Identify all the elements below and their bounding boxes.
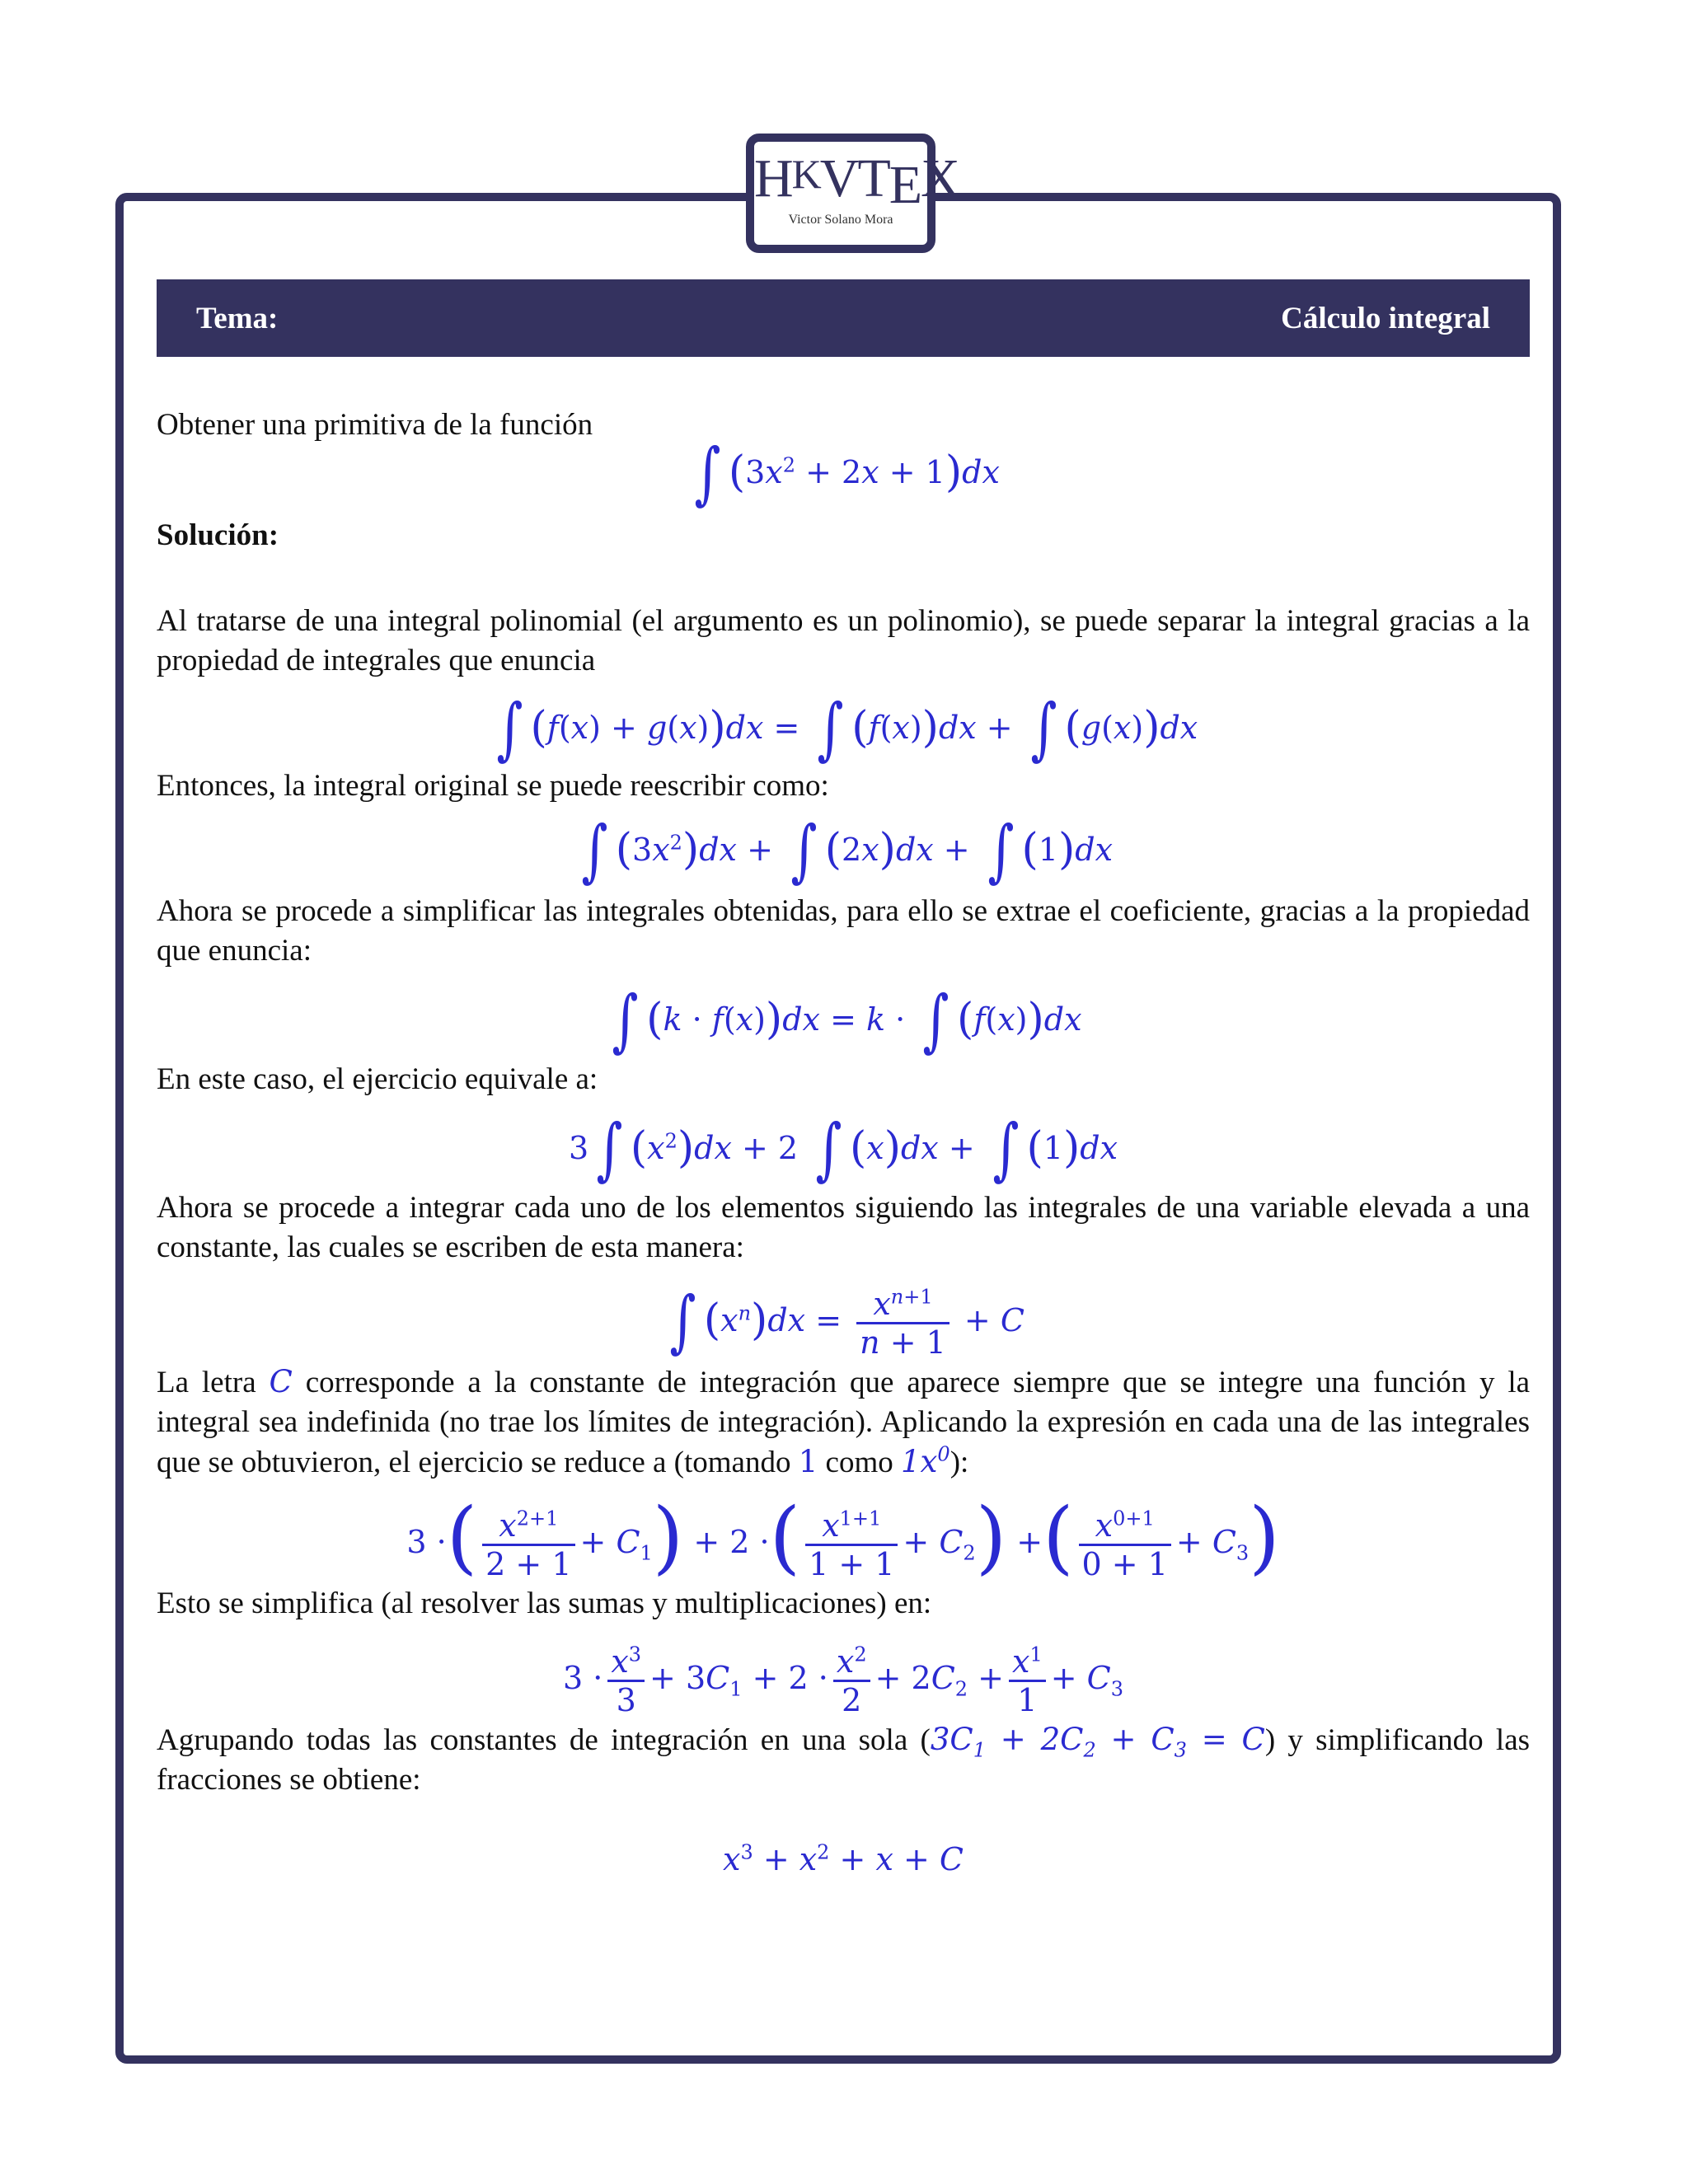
equation-power-rule: ∫ $(x^n)dx$ = $\frac{x^{n+1}}{n + 1}$ + C <box>669 1282 1025 1361</box>
statement: Obtener una primitiva de la función <box>157 408 593 442</box>
paragraph-7: Esto se simplifica (al resolver las sumas y multiplicaciones) en: <box>157 1586 932 1620</box>
logo-mark: HKVTEX <box>754 148 959 215</box>
topic-label: Tema: <box>196 301 279 335</box>
p6-one: 1 <box>798 1444 818 1479</box>
equation-extracted: 3 ∫ $(x^2)dx + 2$ ∫ (x)dx + ∫ (1)dx <box>568 1110 1118 1188</box>
equation-problem: ∫ $(3x^2 + 2x + 1)dx$ <box>694 434 1000 513</box>
equation-coefficient-property: ∫ (k · f(x))dx = k · ∫ (f(x))dx <box>612 982 1082 1060</box>
equation-integrated: 3 ·( $\frac{x^{2+1}}{2 + 1}$ + $C_1) + 2$ ·( $\frac{x^{1+1}}{1 + 1}$ + $C_2$) +( $\frac{x^{0+1}}{0 + 1}$ + $C_3$) <box>406 1491 1280 1583</box>
paragraph-6 <box>157 1362 1530 1483</box>
paragraph-3: Ahora se procede a simplificar las integrales obtenidas, para ello se extrae el coeficiente, gracias a la propiedad que enuncia: <box>157 894 1530 968</box>
solution-label: Solución: <box>157 518 279 552</box>
topic-title: Cálculo integral <box>1281 301 1490 335</box>
p6-text-c: como <box>825 1446 893 1479</box>
p8-constants-expression: $3C_1 + 2C_2 + C_3 = C$ <box>930 1722 1265 1762</box>
paragraph-2: Entonces, la integral original se puede reescribir como: <box>157 769 829 803</box>
paragraph-1: Al tratarse de una integral polinomial (el argumento es un polinomio), se puede separar la integral gracias a la propiedad de integrales que enuncia <box>157 604 1530 677</box>
p6-constant: C <box>269 1364 293 1399</box>
equation-simplified: 3 · $\frac{x^3}{3}$ + $3C_1 + 2$ · $\frac{x^2}{2}$ + $2C_2$ + $\frac{x^1}{1}$ + $C_3$ <box>562 1643 1123 1718</box>
topic-header <box>157 279 1530 357</box>
document-body <box>157 405 1530 1879</box>
paragraph-4: En este caso, el ejercicio equivale a: <box>157 1062 598 1096</box>
p6-text-end: ): <box>950 1446 969 1479</box>
paragraph-5: Ahora se procede a integrar cada uno de los elementos siguiendo las integrales de una variable elevada a una constante, las cuales se escriben de esta manera: <box>157 1191 1530 1264</box>
logo <box>746 134 959 253</box>
p8-text-a: Agrupando todas las constantes de integración en una sola ( <box>157 1723 931 1757</box>
p6-expression: $1x^0$ <box>900 1442 950 1479</box>
equation-sum-property: ∫ (f(x) + g(x))dx = ∫ (f(x))dx + ∫ (g(x))dx <box>496 690 1198 768</box>
p8-text-b: ) y simplificando las fracciones se obtiene: <box>157 1723 1531 1797</box>
equation-split: ∫ $(3x^2)dx$ + ∫ (2x)dx + ∫ (1)dx <box>581 812 1114 890</box>
logo-author: Victor Solano Mora <box>788 213 893 227</box>
p6-text-b: corresponde a la constante de integración que aparece siempre que se integre una función y la integral sea indefinida (no trae los límites de integración). Aplicando la expresión en cada una de las integrales que se obtuvieron, el ejercicio se reduce a (tomando <box>157 1366 1531 1479</box>
p6-text-a: La letra <box>157 1366 256 1399</box>
equation-final: $x^3 + x^2 + x + C$ <box>723 1840 964 1877</box>
paragraph-8 <box>157 1720 1530 1800</box>
